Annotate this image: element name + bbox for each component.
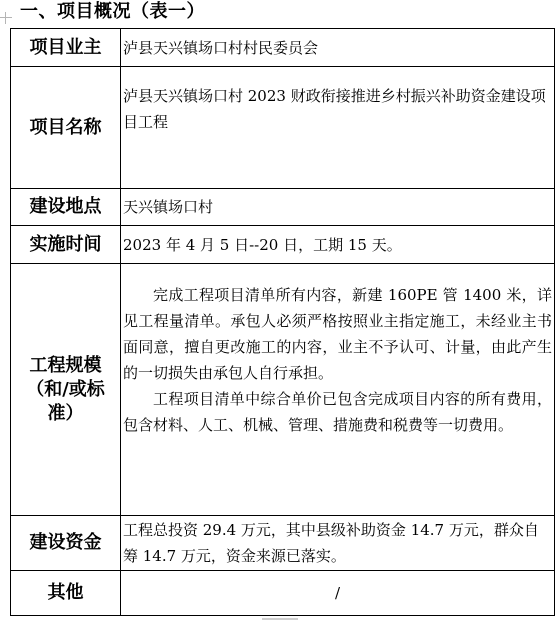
- name-label: 项目名称: [11, 67, 121, 189]
- scale-paragraph: 工程项目清单中综合单价已包含完成项目内容的所有费用，包含材料、人工、机械、管理、措施费和税费等一切费用。: [123, 390, 552, 434]
- other-value: /: [121, 571, 555, 616]
- time-label: 实施时间: [11, 226, 121, 264]
- page-break-mark: [262, 618, 298, 620]
- location-value: 天兴镇场口村: [121, 189, 555, 226]
- name-value: 泸县天兴镇场口村 2023 财政衔接推进乡村振兴补助资金建设项目工程: [121, 67, 555, 189]
- table-row: [11, 571, 555, 616]
- table-row: [11, 29, 555, 67]
- scale-label: 工程规模（和/或标准）: [11, 264, 121, 516]
- funds-value: 工程总投资 29.4 万元，其中县级补助资金 14.7 万元，群众自筹 14.7 万元，资金来源已落实。: [121, 516, 555, 571]
- table-row: [11, 264, 555, 516]
- project-overview-table: [10, 28, 555, 616]
- scale-paragraph: 完成工程项目清单所有内容，新建 160PE 管 1400 米，详见工程量清单。承包人必须严格按照业主指定施工，未经业主书面同意，擅自更改施工的内容，业主不予认可、计量，由此产生的一切损失由承包人自行承担。: [123, 286, 552, 382]
- owner-label: 项目业主: [11, 29, 121, 67]
- table-row: [11, 516, 555, 571]
- table-row: [11, 189, 555, 226]
- table-row: [11, 226, 555, 264]
- owner-value: 泸县天兴镇场口村村民委员会: [121, 29, 555, 67]
- table-row: [11, 67, 555, 189]
- funds-label: 建设资金: [11, 516, 121, 571]
- move-handle-icon[interactable]: [0, 12, 12, 24]
- scale-value: [121, 264, 555, 516]
- location-label: 建设地点: [11, 189, 121, 226]
- section-heading: 一、项目概况（表一）: [20, 1, 205, 22]
- time-value: 2023 年 4 月 5 日--20 日，工期 15 天。: [121, 226, 555, 264]
- other-label: 其他: [11, 571, 121, 616]
